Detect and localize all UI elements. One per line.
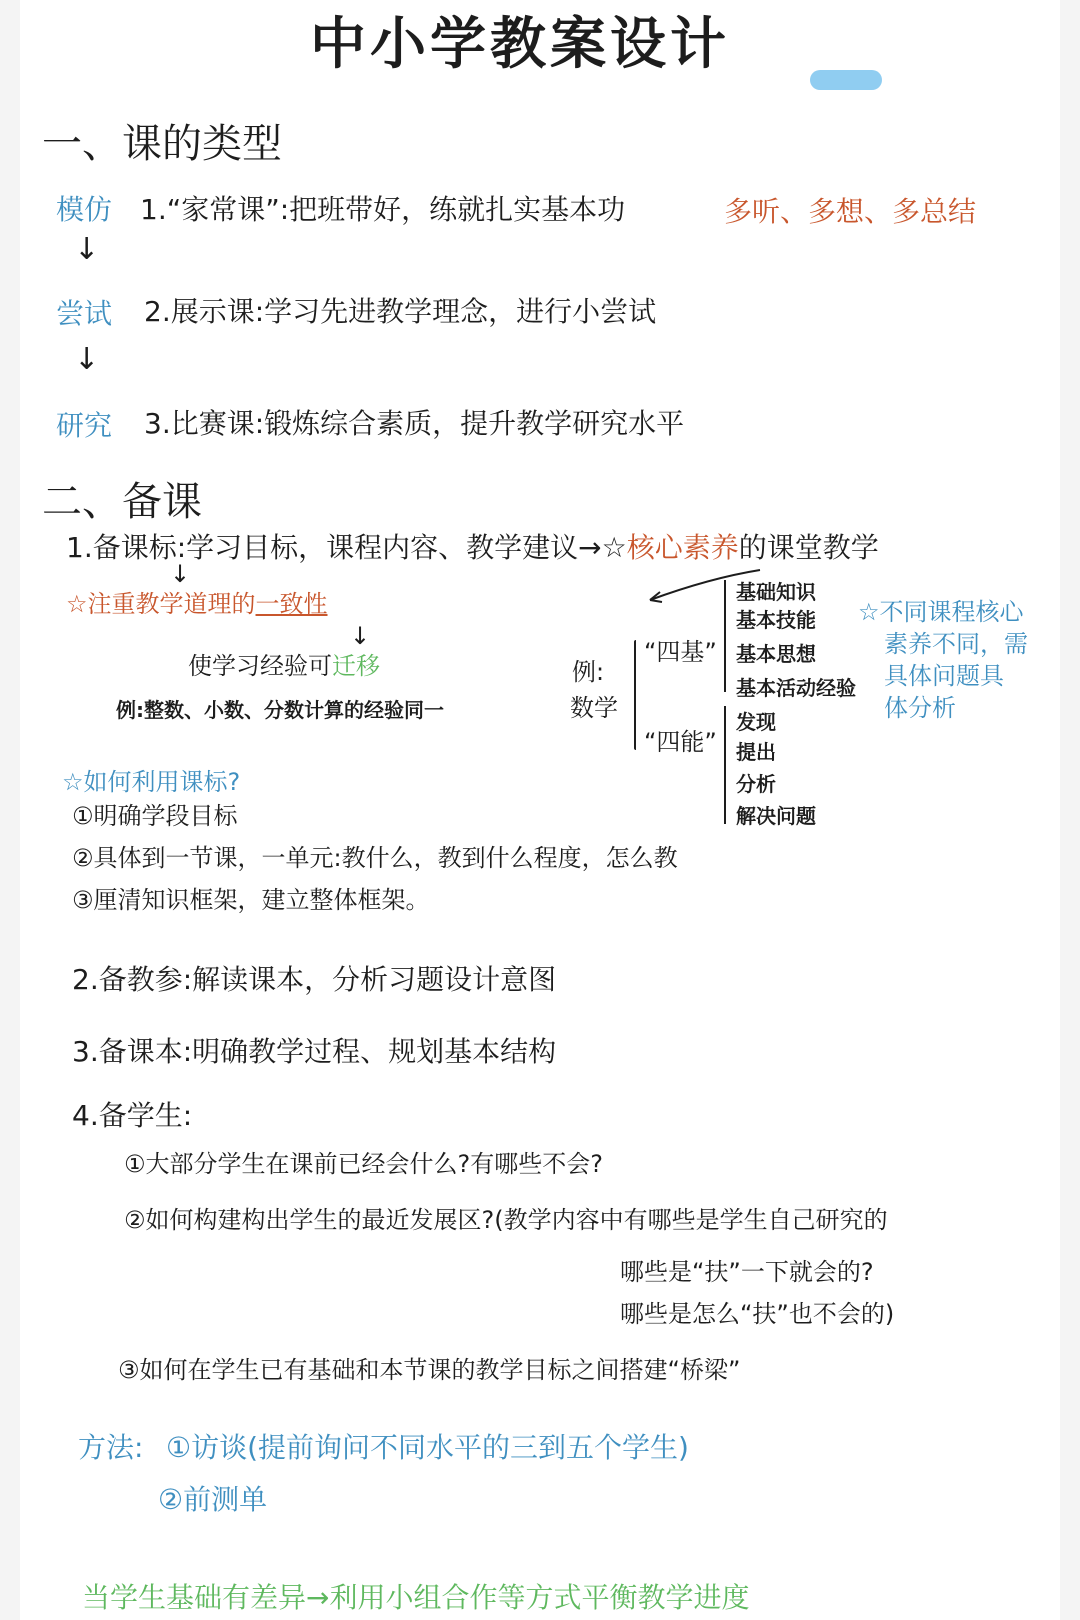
prep-textbook: 3.备课本:明确教学过程、规划基本结构 (72, 1035, 557, 1068)
transfer-example: 例:整数、小数、分数计算的经验同一 (116, 698, 444, 722)
four-abilities-item: 分析 (736, 772, 776, 796)
math-example-label: 例: (572, 658, 605, 686)
math-brace (634, 640, 636, 750)
how-item: ③厘清知识框架，建立整体框架。 (72, 886, 430, 914)
student-question: ③如何在学生已有基础和本节课的教学目标之间搭建“桥梁” (118, 1356, 741, 1384)
method-item: ①访谈(提前询问不同水平的三到五个学生) (166, 1431, 689, 1464)
student-question-sub: 哪些是“扶”一下就会的? (620, 1258, 874, 1286)
down-arrow-icon: ↓ (74, 232, 100, 267)
four-basics-item: 基本思想 (736, 642, 816, 666)
student-question-sub: 哪些是怎么“扶”也不会的) (620, 1300, 895, 1328)
down-arrow-icon: ↓ (74, 342, 100, 377)
stage-imitate: 模仿 (56, 193, 113, 226)
small-arrow-icon: ↓ (350, 622, 371, 650)
prep-students-heading: 4.备学生: (72, 1099, 193, 1132)
four-basics-item: 基本活动经验 (736, 676, 856, 700)
lesson-type-1: 1.“家常课”:把班带好，练就扎实基本功 (140, 193, 626, 226)
how-item: ②具体到一节课，一单元:教什么，教到什么程度，怎么教 (72, 844, 678, 872)
transfer-main: 使学习经验可 (188, 652, 332, 680)
prep-standard-tail: 的课堂教学 (738, 531, 879, 564)
bottom-note: 当学生基础有差异→利用小组合作等方式平衡教学进度 (82, 1581, 750, 1614)
section1-heading: 一、课的类型 (42, 121, 282, 167)
side-note-line: ☆不同课程核心 (858, 598, 1024, 626)
math-label: 数学 (570, 694, 618, 722)
lesson-type-3: 3.比赛课:锻炼综合素质，提升教学研究水平 (144, 407, 685, 440)
section2-heading: 二、备课 (42, 479, 202, 525)
how-heading: ☆如何利用课标? (62, 768, 241, 796)
four-basics-item: 基础知识 (736, 580, 816, 604)
method-item: ②前测单 (158, 1483, 268, 1516)
focus-prefix: ☆注重教学道理的 (66, 590, 256, 618)
side-note-line: 素养不同，需 (884, 630, 1028, 658)
prep-reference: 2.备教参:解读课本，分析习题设计意图 (72, 963, 557, 996)
small-arrow-icon: ↓ (170, 560, 191, 588)
four-abilities-item: 解决问题 (736, 804, 816, 828)
side-note-line: 体分析 (884, 694, 956, 722)
four-abilities-item: 提出 (736, 740, 776, 764)
note-page (20, 0, 1060, 1620)
four-abilities-item: 发现 (736, 710, 776, 734)
four-basics-label: “四基” (644, 638, 717, 666)
method-label: 方法: (78, 1431, 144, 1464)
student-question: ②如何构建构出学生的最近发展区?(教学内容中有哪些是学生自己研究的 (124, 1206, 888, 1234)
page-title: 中小学教案设计 (310, 12, 730, 77)
transfer-key: 迁移 (332, 652, 380, 680)
stage-research: 研究 (56, 409, 113, 442)
focus-key: 一致性 (255, 590, 328, 618)
lesson-type-2: 2.展示课:学习先进教学理念，进行小尝试 (144, 295, 657, 328)
prep-standard-main: 1.备课标:学习目标，课程内容、教学建议→☆ (66, 531, 627, 564)
lesson-type-1-note: 多听、多想、多总结 (724, 195, 977, 228)
four-abilities-brace (724, 706, 726, 824)
four-abilities-label: “四能” (644, 728, 717, 756)
side-note-line: 具体问题具 (884, 662, 1004, 690)
four-basics-brace (724, 580, 726, 692)
four-basics-item: 基本技能 (736, 608, 816, 632)
how-item: ①明确学段目标 (72, 802, 238, 830)
core-literacy: 核心素养 (626, 531, 739, 564)
stage-try: 尝试 (56, 297, 113, 330)
student-question: ①大部分学生在课前已经会什么?有哪些不会? (124, 1150, 603, 1178)
